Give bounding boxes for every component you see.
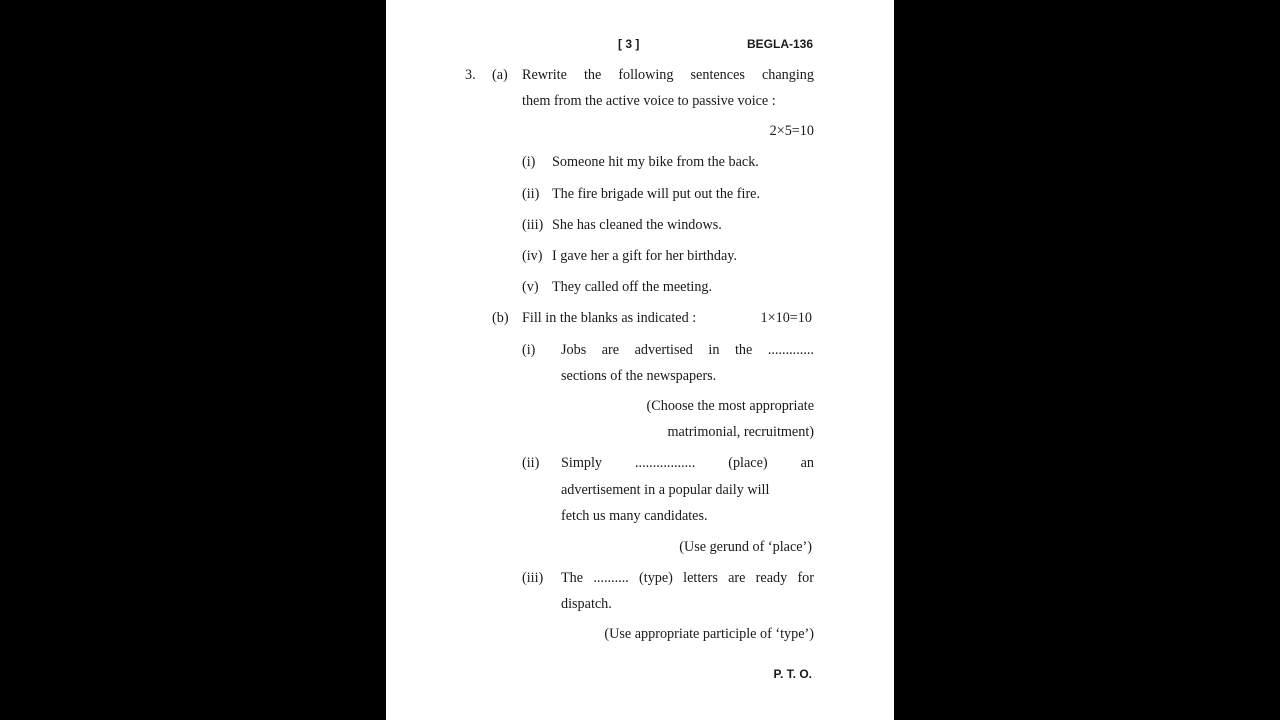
blank: ............. [767, 342, 814, 358]
word: sentences [690, 67, 745, 83]
part-b-item-line1 [561, 342, 814, 359]
word: (place) [728, 455, 768, 471]
word: Simply [561, 455, 602, 471]
exam-page [386, 0, 894, 720]
part-a-item-text: She has cleaned the windows. [552, 217, 722, 233]
part-a-instruction-line1 [522, 67, 814, 84]
course-code: BEGLA-136 [747, 37, 814, 51]
part-a-instruction-line2: them from the active voice to passive voice : [522, 93, 776, 109]
blank: ................. [634, 455, 696, 471]
part-a-item-label: (iv) [522, 248, 543, 264]
blank: .......... [593, 570, 629, 586]
part-b-item-label: (i) [522, 342, 536, 358]
part-a-item-text: Someone hit my bike from the back. [552, 154, 759, 170]
word: for [797, 570, 814, 586]
part-a-item-text: I gave her a gift for her birthday. [552, 248, 738, 264]
part-b-marks: 1×10=10 [760, 310, 812, 326]
part-b-item-line2: dispatch. [561, 596, 612, 612]
part-a-marks: 2×5=10 [769, 123, 814, 139]
word: changing [761, 67, 814, 83]
question-number: 3. [465, 67, 476, 83]
word: the [734, 342, 753, 358]
part-b-item-label: (ii) [522, 455, 540, 471]
part-b-item-label: (iii) [522, 570, 544, 586]
part-a-item-label: (i) [522, 154, 536, 170]
word: letters [683, 570, 718, 586]
word: following [618, 67, 674, 83]
word: are [728, 570, 746, 586]
part-b-item-hint: (Use appropriate participle of ‘type’) [604, 626, 814, 642]
part-a-item-label: (ii) [522, 186, 540, 202]
word: Rewrite [522, 67, 567, 83]
word: in [708, 342, 720, 358]
part-a-item-label: (v) [522, 279, 539, 295]
part-b-item-line1 [561, 455, 814, 472]
part-b-item-hint: (Choose the most appropriate [646, 398, 814, 414]
word: Jobs [561, 342, 587, 358]
word: The [561, 570, 584, 586]
part-b-instruction: Fill in the blanks as indicated : [522, 310, 697, 326]
page-number: [ 3 ] [618, 37, 640, 51]
pto-label: P. T. O. [773, 667, 812, 681]
part-a-label: (a) [492, 67, 508, 83]
part-b-item-line3: fetch us many candidates. [561, 508, 708, 524]
part-a-item-text: The fire brigade will put out the fire. [552, 186, 761, 202]
word: are [601, 342, 620, 358]
part-b-label: (b) [492, 310, 509, 326]
part-b-item-line2: advertisement in a popular daily will [561, 482, 770, 498]
part-b-item-line1 [561, 570, 814, 587]
word: the [583, 67, 602, 83]
part-b-item-hint: (Use gerund of ‘place’) [679, 539, 812, 555]
part-b-item-hint: matrimonial, recruitment) [667, 424, 814, 440]
word: advertised [634, 342, 693, 358]
word: ready [755, 570, 788, 586]
part-b-item-line2: sections of the newspapers. [561, 368, 717, 384]
part-a-item-label: (iii) [522, 217, 544, 233]
part-a-item-text: They called off the meeting. [552, 279, 713, 295]
word: (type) [639, 570, 673, 586]
word: an [800, 455, 814, 471]
